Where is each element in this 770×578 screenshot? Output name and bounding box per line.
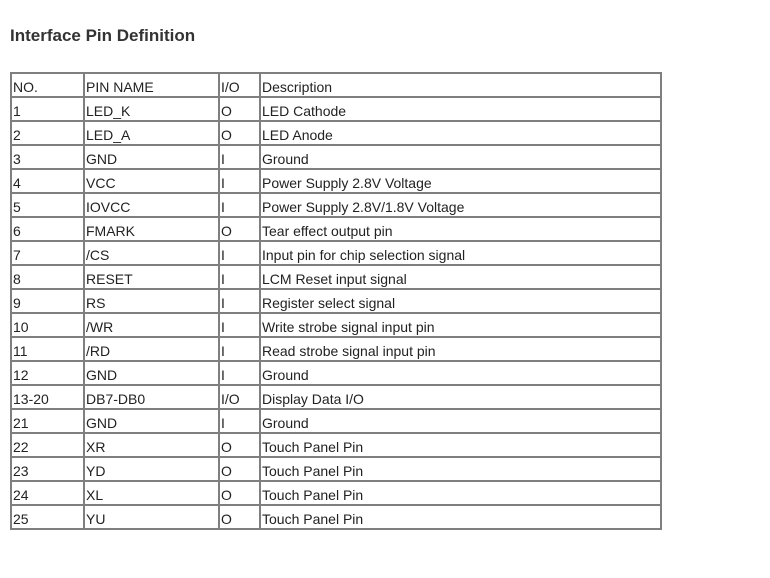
cell-description: Ground [260,361,661,385]
cell-description: LCM Reset input signal [260,265,661,289]
cell-pin-name: YU [84,505,219,529]
header-io: I/O [219,73,260,97]
table-row [11,409,661,433]
table-row [11,337,661,361]
cell-description: Read strobe signal input pin [260,337,661,361]
cell-description: LED Cathode [260,97,661,121]
cell-no: 2 [11,121,84,145]
cell-description: Touch Panel Pin [260,505,661,529]
cell-io: O [219,505,260,529]
cell-io: I [219,193,260,217]
table-row [11,241,661,265]
table-header-row [11,73,661,97]
cell-no: 4 [11,169,84,193]
table-row [11,217,661,241]
cell-pin-name: XL [84,481,219,505]
cell-no: 11 [11,337,84,361]
table-row [11,433,661,457]
cell-description: Tear effect output pin [260,217,661,241]
table-row [11,169,661,193]
table-row [11,289,661,313]
cell-description: Power Supply 2.8V/1.8V Voltage [260,193,661,217]
table-row [11,145,661,169]
cell-description: LED Anode [260,121,661,145]
table-row [11,481,661,505]
cell-pin-name: VCC [84,169,219,193]
cell-io: O [219,457,260,481]
cell-pin-name: RESET [84,265,219,289]
header-pin-name: PIN NAME [84,73,219,97]
pin-definition-table [10,72,662,530]
header-no: NO. [11,73,84,97]
cell-no: 22 [11,433,84,457]
cell-description: Touch Panel Pin [260,433,661,457]
cell-description: Display Data I/O [260,385,661,409]
table-row [11,313,661,337]
table-row [11,385,661,409]
cell-no: 12 [11,361,84,385]
cell-pin-name: GND [84,361,219,385]
cell-pin-name: FMARK [84,217,219,241]
cell-description: Ground [260,145,661,169]
cell-pin-name: /CS [84,241,219,265]
table-row [11,457,661,481]
cell-no: 6 [11,217,84,241]
cell-io: O [219,121,260,145]
cell-no: 5 [11,193,84,217]
table-row [11,97,661,121]
cell-description: Input pin for chip selection signal [260,241,661,265]
page-title: Interface Pin Definition [10,26,196,45]
cell-no: 1 [11,97,84,121]
cell-io: I [219,169,260,193]
cell-pin-name: /WR [84,313,219,337]
cell-io: I [219,361,260,385]
cell-io: O [219,97,260,121]
cell-no: 21 [11,409,84,433]
cell-description: Ground [260,409,661,433]
cell-io: O [219,481,260,505]
cell-pin-name: XR [84,433,219,457]
cell-io: I [219,337,260,361]
cell-io: I [219,241,260,265]
cell-no: 3 [11,145,84,169]
cell-description: Write strobe signal input pin [260,313,661,337]
cell-no: 9 [11,289,84,313]
cell-no: 25 [11,505,84,529]
cell-io: I [219,409,260,433]
table-row [11,361,661,385]
cell-io: I [219,145,260,169]
cell-no: 7 [11,241,84,265]
table-row [11,193,661,217]
header-description: Description [260,73,661,97]
cell-io: I [219,289,260,313]
table-row [11,505,661,529]
cell-no: 24 [11,481,84,505]
cell-no: 10 [11,313,84,337]
cell-pin-name: /RD [84,337,219,361]
cell-pin-name: YD [84,457,219,481]
cell-description: Register select signal [260,289,661,313]
cell-description: Touch Panel Pin [260,457,661,481]
cell-io: I/O [219,385,260,409]
cell-pin-name: LED_A [84,121,219,145]
cell-description: Touch Panel Pin [260,481,661,505]
cell-pin-name: LED_K [84,97,219,121]
cell-no: 13-20 [11,385,84,409]
cell-pin-name: DB7-DB0 [84,385,219,409]
cell-io: I [219,313,260,337]
cell-io: O [219,433,260,457]
cell-description: Power Supply 2.8V Voltage [260,169,661,193]
cell-pin-name: GND [84,145,219,169]
cell-io: I [219,265,260,289]
table-row [11,121,661,145]
cell-pin-name: RS [84,289,219,313]
cell-pin-name: IOVCC [84,193,219,217]
cell-pin-name: GND [84,409,219,433]
cell-no: 23 [11,457,84,481]
cell-no: 8 [11,265,84,289]
cell-io: O [219,217,260,241]
table-row [11,265,661,289]
table-body [11,97,661,529]
